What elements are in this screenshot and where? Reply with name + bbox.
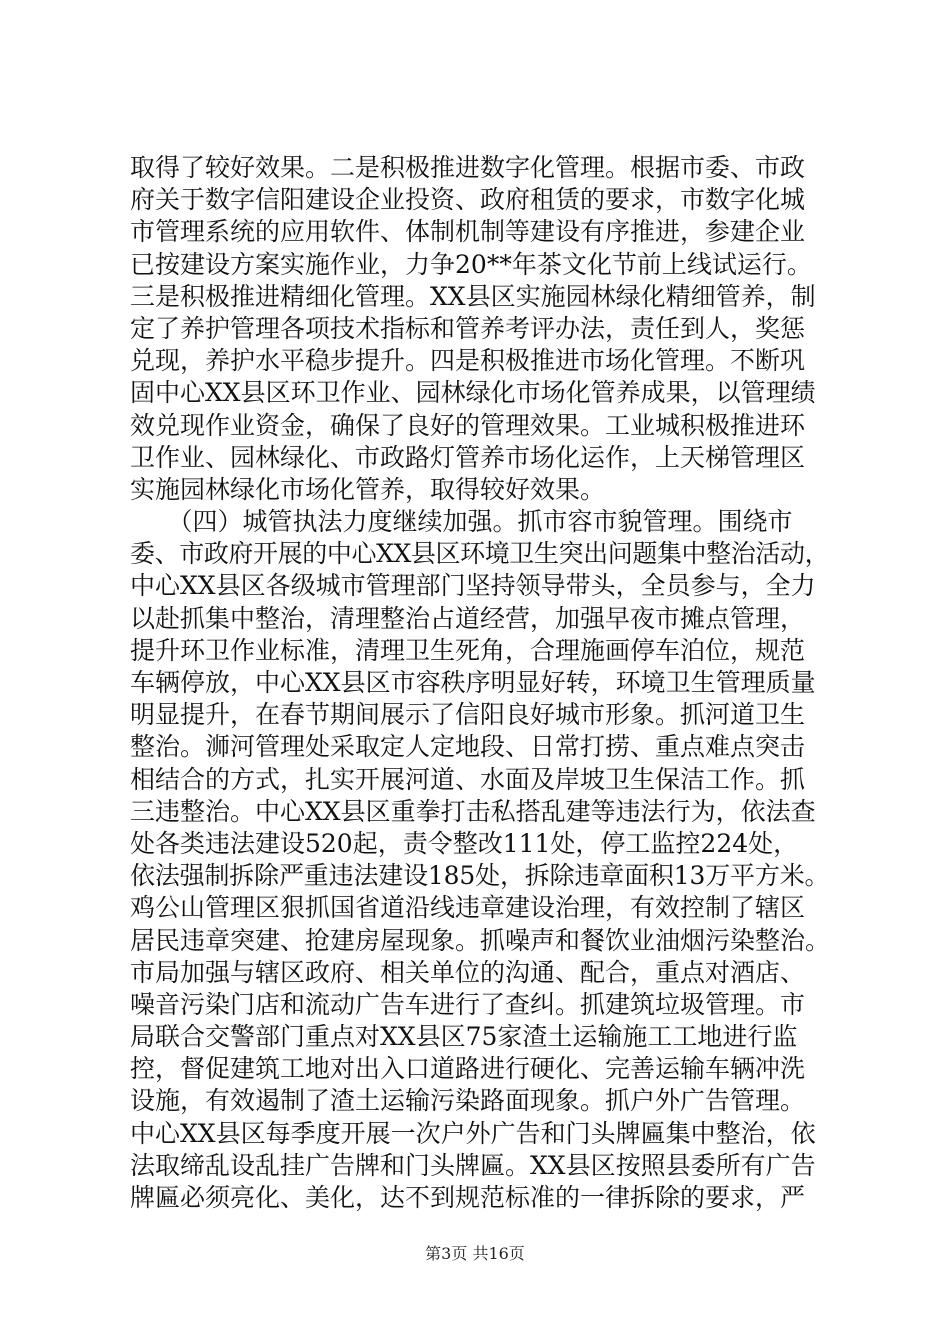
text-line: 定了养护管理各项技术指标和管养考评办法，责任到人，奖惩 bbox=[130, 313, 806, 343]
text-line: 取得了较好效果。二是积极推进数字化管理。根据市委、市政 bbox=[130, 153, 806, 182]
text-line: 固中心XX县区环卫作业、园林绿化市场化管养成果，以管理绩 bbox=[130, 378, 816, 408]
text-line: 设施，有效遏制了渣土运输污染路面现象。抓户外广告管理。 bbox=[130, 1086, 806, 1116]
text-line: 明显提升，在春节期间展示了信阳良好城市形象。抓河道卫生 bbox=[130, 700, 806, 730]
text-line: 中心XX县区每季度开展一次户外广告和门头牌匾集中整治，依 bbox=[130, 1118, 816, 1148]
text-line: 市局加强与辖区政府、相关单位的沟通、配合，重点对酒店、 bbox=[130, 957, 806, 987]
text-line: 噪音污染门店和流动广告车进行了查纠。抓建筑垃圾管理。市 bbox=[130, 989, 806, 1019]
text-line: 三是积极推进精细化管理。XX县区实施园林绿化精细管养，制 bbox=[130, 281, 816, 311]
text-line: 提升环卫作业标准，清理卫生死角，合理施画停车泊位，规范 bbox=[130, 635, 806, 665]
text-line: 府关于数字信阳建设企业投资、政府租赁的要求，市数字化城 bbox=[130, 185, 806, 215]
page-footer: 第3页 共16页 bbox=[425, 1244, 525, 1263]
text-line: 市管理系统的应用软件、体制机制等建设有序推进，参建企业 bbox=[130, 217, 806, 247]
text-line: 法取缔乱设乱挂广告牌和门头牌匾。XX县区按照县委所有广告 bbox=[130, 1150, 816, 1180]
text-line: 三违整治。中心XX县区重拳打击私搭乱建等违法行为，依法查 bbox=[130, 796, 816, 826]
text-line: 居民违章突建、抢建房屋现象。抓噪声和餐饮业油烟污染整治。 bbox=[130, 925, 830, 955]
text-line: 效兑现作业资金，确保了良好的管理效果。工业城积极推进环 bbox=[130, 410, 806, 440]
text-line: 卫作业、园林绿化、市政路灯管养市场化运作，上天梯管理区 bbox=[130, 442, 806, 472]
text-line: 相结合的方式，扎实开展河道、水面及岸坡卫生保洁工作。抓 bbox=[130, 764, 806, 794]
text-line: 依法强制拆除严重违法建设185处，拆除违章面积13万平方米。 bbox=[130, 861, 830, 891]
text-line: 实施园林绿化市场化管养，取得较好效果。 bbox=[130, 474, 606, 504]
text-line: 控，督促建筑工地对出入口道路进行硬化、完善运输车辆冲洗 bbox=[130, 1054, 806, 1084]
text-line: 整治。浉河管理处采取定人定地段、日常打捞、重点难点突击 bbox=[130, 732, 806, 762]
document-body bbox=[130, 152, 830, 1214]
text-line: 中心XX县区各级城市管理部门坚持领导带头，全员参与，全力 bbox=[130, 571, 816, 601]
text-line: 局联合交警部门重点对XX县区75家渣土运输施工工地进行监 bbox=[130, 1022, 798, 1052]
text-line: 车辆停放，中心XX县区市容秩序明显好转，环境卫生管理质量 bbox=[130, 668, 816, 697]
text-line: （四）城管执法力度继续加强。抓市容市貌管理。围绕市 bbox=[130, 507, 793, 537]
text-line: 以赴抓集中整治，清理整治占道经营，加强早夜市摊点管理， bbox=[130, 603, 806, 633]
text-line: 鸡公山管理区狠抓国省道沿线违章建设治理，有效控制了辖区 bbox=[130, 893, 806, 923]
text-line: 委、市政府开展的中心XX县区环境卫生突出问题集中整治活动， bbox=[130, 539, 830, 569]
text-line: 已按建设方案实施作业，力争20**年茶文化节前上线试运行。 bbox=[130, 249, 812, 279]
text-line: 兑现，养护水平稳步提升。四是积极推进市场化管理。不断巩 bbox=[130, 346, 806, 376]
text-line: 牌匾必须亮化、美化，达不到规范标准的一律拆除的要求，严 bbox=[130, 1183, 806, 1212]
text-line: 处各类违法建设520起，责令整改111处，停工监控224处， bbox=[130, 828, 799, 858]
